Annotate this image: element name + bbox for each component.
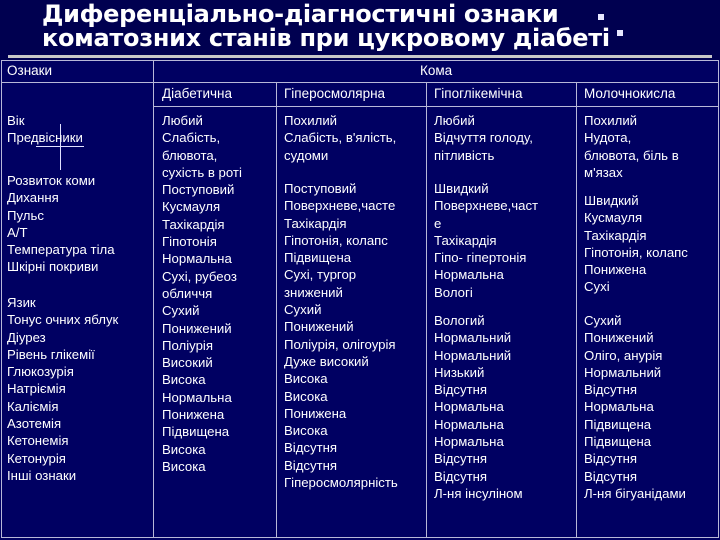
header-hyperosmolar: Гіперосмолярна xyxy=(284,86,386,101)
table-divider xyxy=(153,106,719,107)
header-coma: Кома xyxy=(420,63,453,78)
header-hypoglycemic: Гіпоглікемічна xyxy=(434,86,523,101)
lactic-values-lower: Сухий Понижений Оліго, анурія Нормальний Відсутня Нормальна Підвищена Підвищена Відсутня Відсутня Л-ня бігуанідами xyxy=(584,313,686,501)
lactic-values: Швидкий Кусмауля Тахікардія Гіпотонія, колапс Понижена Сухі xyxy=(584,193,688,295)
signs-group-top: Вік Предвісники xyxy=(7,113,83,146)
header-signs: Ознаки xyxy=(7,63,53,78)
title-underline xyxy=(8,55,712,58)
decorative-square xyxy=(617,30,623,36)
header-lactic: Молочнокисла xyxy=(584,86,676,101)
hyperosmolar-values-top: Похилий Слабість, в'ялість, судоми xyxy=(284,113,397,163)
hypoglycemic-values-top: Любий Відчуття голоду, пітливість xyxy=(434,113,533,163)
table-divider xyxy=(426,82,427,538)
hyperosmolar-values: Поступовий Поверхневе,часте Тахікардія Гіпотонія, колапс Підвищена Сухі, тургор знижений Сухий Понижений Поліурія, олігоурія Дуже високий Висока Висока Понижена Висока Відсутня Відсутня Гіперосмолярність xyxy=(284,181,398,491)
table-divider xyxy=(576,82,577,538)
diabetic-values: Любий Слабість, блювота, сухість в роті Поступовий Кусмауля Тахікардія Гіпотонія Нормальна Сухі, рубеоз обличчя Сухий Понижений Поліурія Високий Висока Нормальна Понижена Підвищена Висока Висока xyxy=(162,113,242,474)
decorative-square xyxy=(598,14,604,20)
slide-title-line-2: коматозних станів при цукровому діабеті xyxy=(42,24,610,52)
signs-group-bottom: Язик Тонус очних яблук Діурез Рівень глікемії Глюкозурія Натріємія Каліємія Азотемія Кетонемія Кетонурія Інші ознаки xyxy=(7,295,119,483)
signs-group-middle: Розвиток коми Дихання Пульс А/Т Температура тіла Шкірні покриви xyxy=(7,173,115,275)
table-divider xyxy=(276,82,277,538)
hypoglycemic-values: Швидкий Поверхневе,част е Тахікардія Гіпо- гіпертонія Нормальна Вологі xyxy=(434,181,539,300)
table-divider xyxy=(1,82,719,83)
header-diabetic: Діабетична xyxy=(162,86,233,101)
slide-title-line-1: Диференціально-діагностичні ознаки xyxy=(42,0,559,28)
lactic-values-top: Похилий Нудота, блювота, біль в м'язах xyxy=(584,113,679,180)
table-divider xyxy=(153,60,154,538)
hypoglycemic-values-lower: Вологий Нормальний Нормальний Низький Відсутня Нормальна Нормальна Нормальна Відсутня Відсутня Л-ня інсуліном xyxy=(434,313,523,501)
